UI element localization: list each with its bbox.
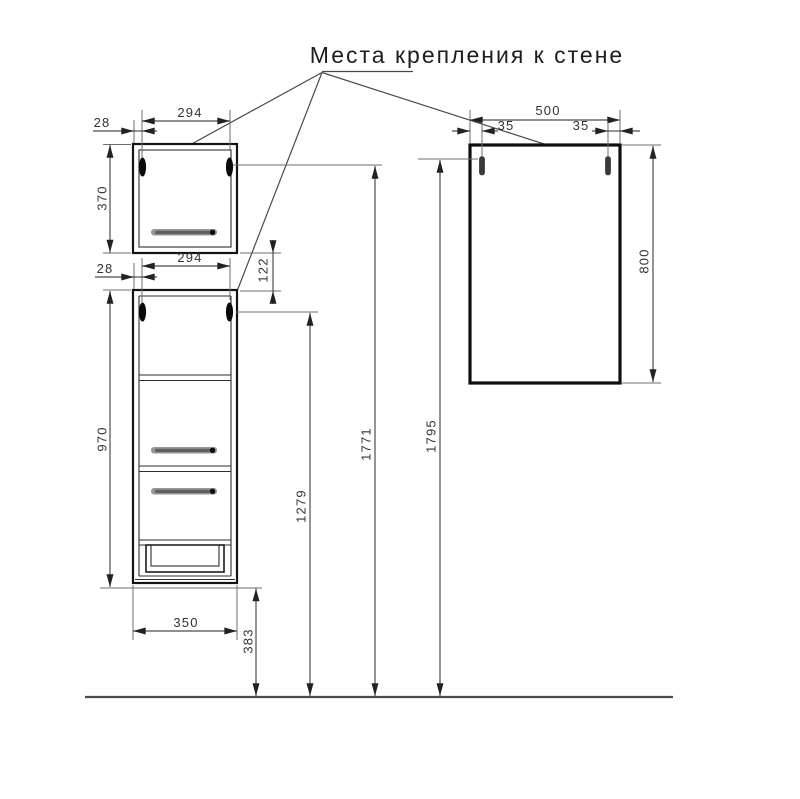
lower-cabinet-handle-lower	[151, 488, 217, 495]
dim-label: 500	[535, 103, 561, 118]
wall-mount-hook-icon	[226, 158, 233, 177]
dim-mirror-height	[622, 145, 661, 383]
dim-label: 970	[94, 426, 110, 452]
dim-lower-width	[133, 585, 237, 640]
dim-upper-mount-offset	[93, 115, 157, 143]
upper-cabinet-handle	[151, 229, 217, 236]
dim-label: 28	[96, 261, 114, 276]
wall-mount-hook-icon	[139, 303, 146, 322]
dim-lower-mount-offset	[95, 261, 157, 289]
lower-cabinet-outline	[133, 290, 237, 583]
wall-mount-hook-icon	[139, 158, 146, 177]
mirror-cabinet-outline	[470, 145, 620, 383]
dim-floor-clearance	[241, 589, 257, 697]
lower-cabinet-handle-upper	[151, 447, 217, 454]
dim-label: 294	[177, 250, 203, 265]
lower-cabinet	[133, 290, 237, 583]
wall-mount-hook-icon	[226, 303, 233, 322]
wall-mount-slot-icon	[480, 157, 485, 176]
dim-label: 122	[255, 257, 271, 283]
upper-cabinet-outline	[133, 144, 237, 253]
dim-label: 1795	[423, 419, 439, 453]
leader-to-lower-cabinet-mount	[234, 73, 322, 300]
dim-gap-between-cabinets	[240, 240, 281, 304]
dim-label: 383	[240, 628, 256, 654]
dim-label: 28	[93, 115, 111, 130]
dim-label: 35	[572, 118, 590, 133]
dim-label: 1771	[358, 427, 374, 461]
dim-label: 800	[636, 248, 652, 274]
upper-cabinet	[133, 144, 237, 253]
dim-label: 35	[497, 118, 515, 133]
dim-label: 1279	[293, 489, 309, 523]
dim-upper-height	[95, 145, 132, 254]
dim-label: 370	[94, 185, 110, 211]
wall-mount-slot-icon	[606, 157, 611, 176]
title: Места крепления к стене	[309, 42, 625, 68]
dim-label: 350	[173, 615, 199, 630]
dim-mirror-width	[470, 103, 620, 143]
mirror-cabinet	[470, 145, 620, 383]
dim-label: 294	[177, 105, 203, 120]
